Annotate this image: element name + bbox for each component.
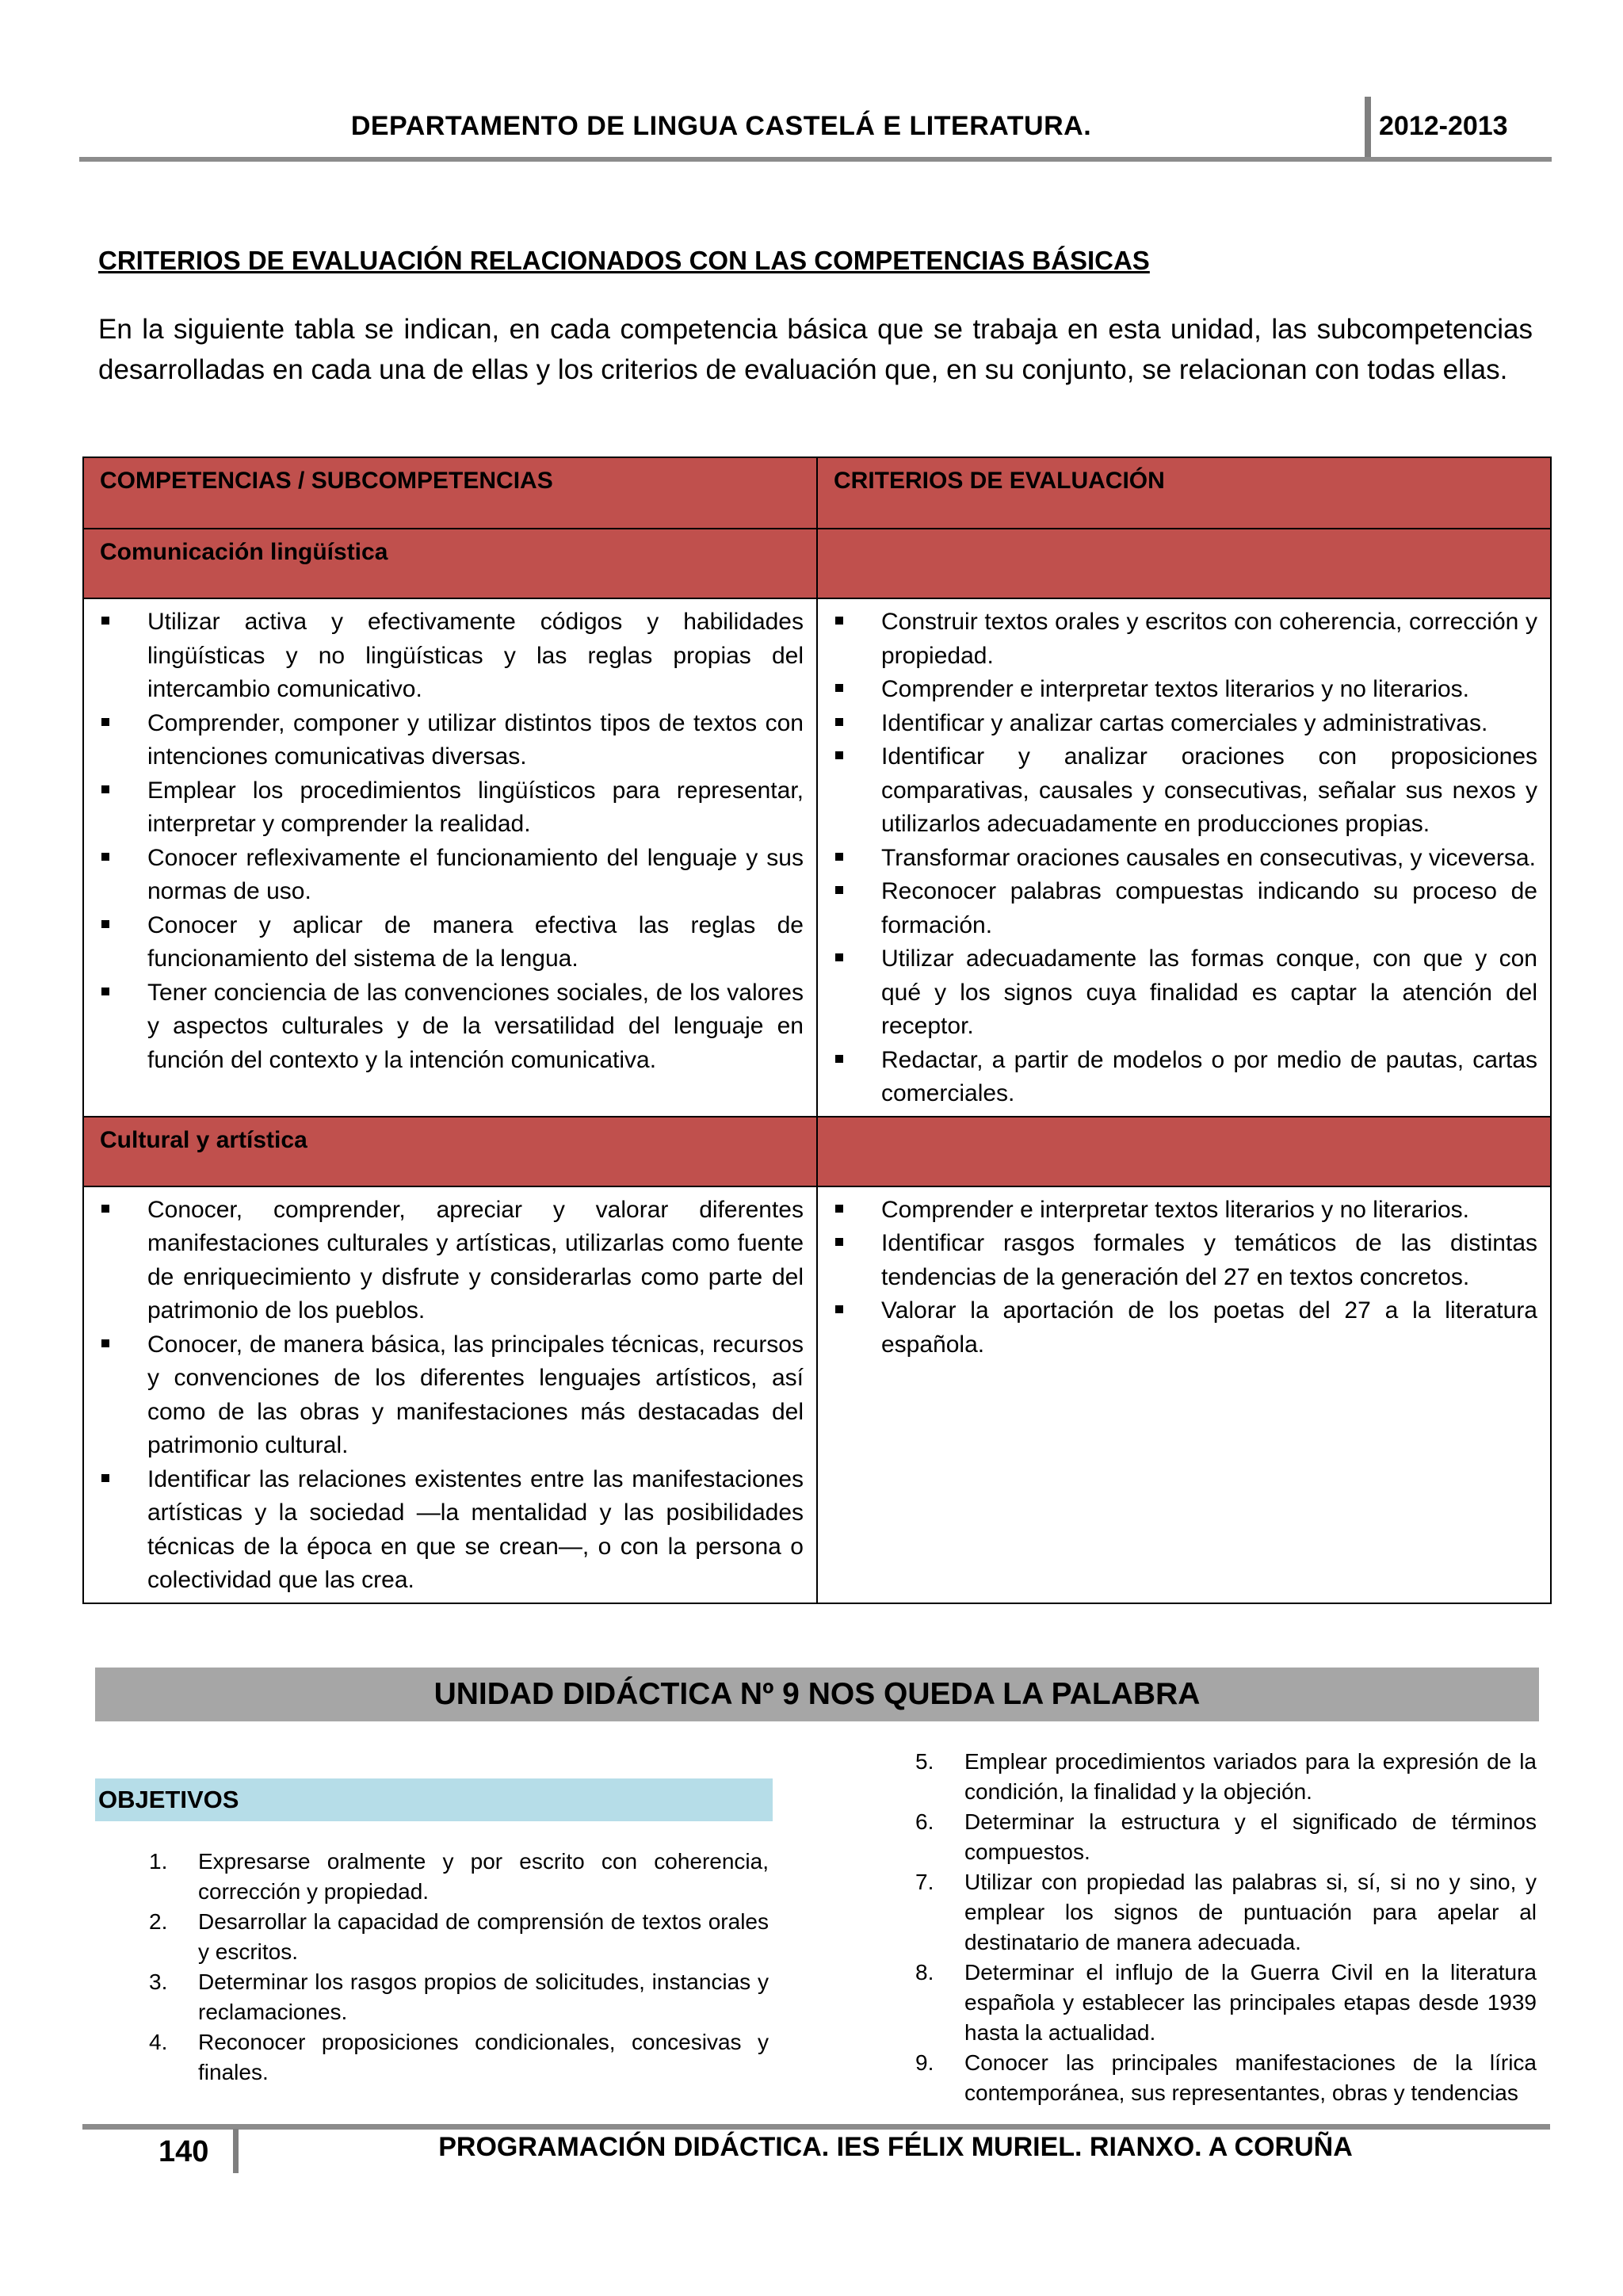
item-number: 6. [915, 1809, 934, 1834]
group-row [83, 1117, 1551, 1186]
subcompetencias-cell [83, 1186, 817, 1603]
list-item: Identificar rasgos formales y temáticos de las distintas tendencias de la generación del 27 en textos concretos. [834, 1227, 1537, 1294]
list-item [149, 1967, 769, 2027]
list-item: Identificar y analizar oraciones con proposiciones comparativas, causales y consecutivas, señalar sus nexos y utilizarlos adecuadamente en producciones propias. [834, 740, 1537, 842]
list-item [149, 1847, 769, 1907]
list-item: Construir textos orales y escritos con coherencia, corrección y propiedad. [834, 606, 1537, 673]
list-item [915, 2048, 1537, 2108]
list-item: Conocer reflexivamente el funcionamiento del lenguaje y sus normas de uso. [100, 842, 804, 909]
list-item: Comprender e interpretar textos literarios y no literarios. [834, 673, 1537, 707]
list-item: Reconocer palabras compuestas indicando su proceso de formación. [834, 875, 1537, 942]
list-item: Identificar y analizar cartas comerciales y administrativas. [834, 707, 1537, 741]
list-item: Emplear los procedimientos lingüísticos para representar, interpretar y comprender la realidad. [100, 774, 804, 842]
group-empty-cell [817, 1117, 1551, 1186]
list-item: Redactar, a partir de modelos o por medio de pautas, cartas comerciales. [834, 1044, 1537, 1111]
list-item: Valorar la aportación de los poetas del 27 a la literatura española. [834, 1294, 1537, 1362]
item-number: 9. [915, 2050, 934, 2075]
footer-rule [82, 2124, 1550, 2130]
list-item [915, 1867, 1537, 1958]
item-text: Reconocer proposiciones condicionales, concesivas y finales. [198, 2030, 769, 2084]
list-item [149, 2027, 769, 2088]
list-item [149, 1907, 769, 1967]
col-header-competencias: COMPETENCIAS / SUBCOMPETENCIAS [83, 457, 817, 529]
item-number: 2. [149, 1909, 168, 1934]
group-row [83, 529, 1551, 598]
item-number: 8. [915, 1960, 934, 1985]
table-header-row [83, 457, 1551, 529]
item-number: 3. [149, 1969, 168, 1994]
list-item: Identificar las relaciones existentes entre las manifestaciones artísticas y la sociedad —la mentalidad y las posibilidades técnicas de la época en que se crean—, o con la persona o colectividad que las crea. [100, 1463, 804, 1598]
section-title: CRITERIOS DE EVALUACIÓN RELACIONADOS CON LAS COMPETENCIAS BÁSICAS [98, 246, 1150, 275]
item-text: Desarrollar la capacidad de comprensión de textos orales y escritos. [198, 1909, 769, 1964]
list-item [915, 1807, 1537, 1867]
list-item: Comprender e interpretar textos literarios y no literarios. [834, 1194, 1537, 1228]
list-item: Conocer y aplicar de manera efectiva las reglas de funcionamiento del sistema de la lengua. [100, 909, 804, 976]
item-text: Expresarse oralmente y por escrito con coherencia, corrección y propiedad. [198, 1849, 769, 1904]
list-item: Conocer, de manera básica, las principales técnicas, recursos y convenciones de los diferentes lenguajes artísticos, así como de las obras y manifestaciones más destacadas del patrimonio cultural. [100, 1328, 804, 1463]
unit-title-band: UNIDAD DIDÁCTICA Nº 9 NOS QUEDA LA PALABRA [95, 1668, 1539, 1721]
footer-text: PROGRAMACIÓN DIDÁCTICA. IES FÉLIX MURIEL. RIANXO. A CORUÑA [438, 2132, 1353, 2162]
item-number: 4. [149, 2030, 168, 2054]
school-year: 2012-2013 [1379, 111, 1508, 141]
table-row [83, 1186, 1551, 1603]
list-item: Utilizar activa y efectivamente códigos y habilidades lingüísticas y no lingüísticas y las reglas propias del intercambio comunicativo. [100, 606, 804, 707]
item-text: Determinar el influjo de la Guerra Civil en la literatura española y establecer las principales etapas desde 1939 hasta la actualidad. [964, 1960, 1537, 2045]
item-text: Determinar los rasgos propios de solicitudes, instancias y reclamaciones. [198, 1969, 769, 2024]
list-item: Transformar oraciones causales en consecutivas, y viceversa. [834, 842, 1537, 876]
header-rule [79, 157, 1552, 162]
objetivos-list-right [915, 1747, 1537, 2108]
department-header: DEPARTAMENTO DE LINGUA CASTELÁ E LITERATURA. [350, 111, 1092, 141]
table-row [83, 598, 1551, 1117]
item-number: 1. [149, 1849, 168, 1874]
group-empty-cell [817, 529, 1551, 598]
item-number: 7. [915, 1870, 934, 1894]
item-text: Utilizar con propiedad las palabras si, sí, si no y sino, y emplear los signos de puntuación para apelar al destinatario de manera adecuada. [964, 1870, 1537, 1954]
list-item: Utilizar adecuadamente las formas conque, con que y con qué y los signos cuya finalidad es captar la atención del receptor. [834, 942, 1537, 1044]
criterios-cell [817, 1186, 1551, 1603]
item-number: 5. [915, 1749, 934, 1774]
objetivos-heading: OBJETIVOS [95, 1778, 773, 1821]
intro-paragraph: En la siguiente tabla se indican, en cada competencia básica que se trabaja en esta unidad, las subcompetencias desarrolladas en cada una de ellas y los criterios de evaluación que, en su conjunto, se relacionan con todas ellas. [98, 314, 1533, 385]
footer-divider [233, 2129, 239, 2173]
group-name: Cultural y artística [83, 1117, 817, 1186]
list-item [915, 1958, 1537, 2048]
item-text: Emplear procedimientos variados para la expresión de la condición, la finalidad y la objeción. [964, 1749, 1537, 1804]
objetivos-list-left [149, 1847, 769, 2088]
subcompetencias-cell [83, 598, 817, 1117]
group-name: Comunicación lingüística [83, 529, 817, 598]
page-number: 140 [158, 2135, 209, 2168]
header-divider [1365, 97, 1371, 157]
item-text: Determinar la estructura y el significado de términos compuestos. [964, 1809, 1537, 1864]
item-text: Conocer las principales manifestaciones de la lírica contemporánea, sus representantes, obras y tendencias [964, 2050, 1537, 2105]
col-header-criterios: CRITERIOS DE EVALUACIÓN [817, 457, 1551, 529]
criterios-cell [817, 598, 1551, 1117]
list-item: Tener conciencia de las convenciones sociales, de los valores y aspectos culturales y de la versatilidad del lenguaje en función del contexto y la intención comunicativa. [100, 976, 804, 1078]
list-item [915, 1747, 1537, 1807]
criteria-table [82, 457, 1552, 1604]
list-item: Comprender, componer y utilizar distintos tipos de textos con intenciones comunicativas diversas. [100, 707, 804, 774]
list-item: Conocer, comprender, apreciar y valorar diferentes manifestaciones culturales y artísticas, utilizarlas como fuente de enriquecimiento y disfrute y considerarlas como parte del patrimonio de los pueblos. [100, 1194, 804, 1328]
